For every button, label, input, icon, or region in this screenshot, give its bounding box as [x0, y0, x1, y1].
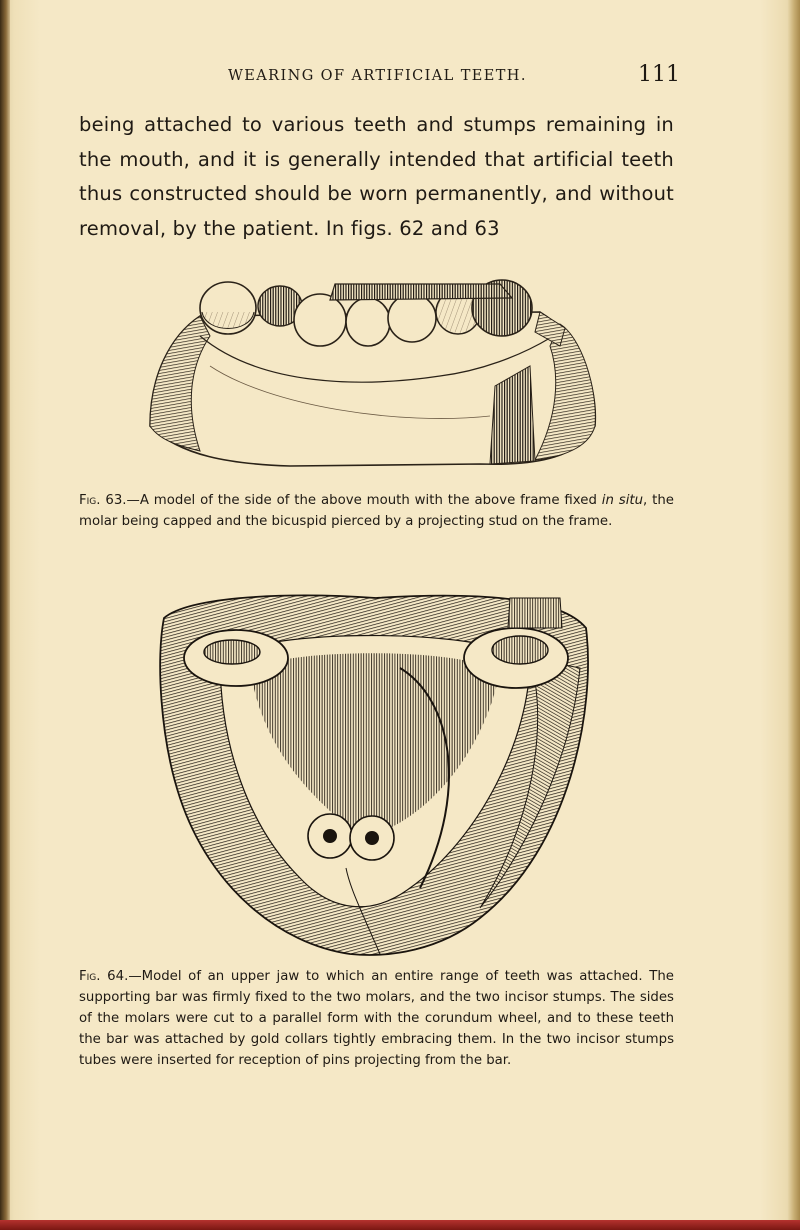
figure-63-label: Fig. 63. [79, 493, 127, 508]
body-paragraph: being attached to various teeth and stumps remaining in the mouth, and it is generally intended that artificial teeth thus constructed should be worn permanently, and without removal, by the patient. In figs. 62 and 63 [79, 113, 674, 240]
figure-64-caption-text: —Model of an upper jaw to which an entire range of teeth was attached. The supporting bar was firmly fixed to the two molars, and the two incisor stumps. The sides of the molars were cut to a parallel form with the corundum wheel, and to these teeth the bar was attached by gold collars tightly embracing them. In the two incisor stumps tubes were inserted for reception of pins projecting from the bar. [79, 969, 674, 1068]
running-title: WEARING OF ARTIFICIAL TEETH. [228, 68, 527, 84]
figure-63-caption-start: —A model of the side of the above mouth with the above frame fixed [126, 493, 602, 508]
bottom-red-edge [0, 1220, 800, 1230]
right-page-edge [788, 0, 800, 1230]
figure-63-caption-end: , the molar being capped and the bicuspid pierced by a projecting stud on the frame. [79, 493, 674, 529]
page-number: 111 [638, 62, 680, 87]
figure-63-illustration [140, 276, 602, 472]
running-head [228, 62, 680, 86]
figure-64-illustration [150, 588, 602, 962]
figure-63-caption [79, 490, 674, 532]
figure-64-caption [79, 966, 674, 1071]
figure-64-label: Fig. 64. [79, 969, 129, 984]
figure-63-caption-italic: in situ [601, 493, 644, 508]
left-binding-edge [0, 0, 10, 1230]
